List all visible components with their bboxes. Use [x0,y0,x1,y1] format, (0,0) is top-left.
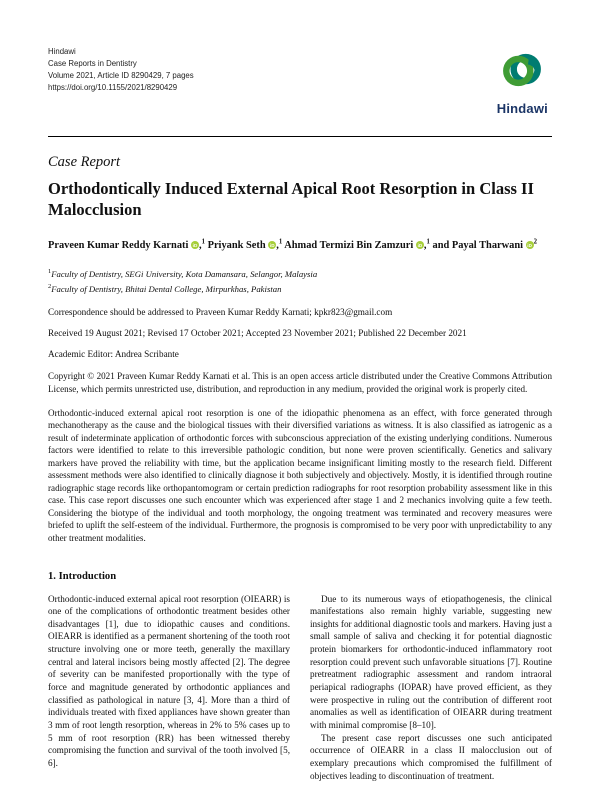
author: and Payal Tharwani iD $^2$ [432,238,537,251]
orcid-icon[interactable]: iD [417,242,423,248]
body-paragraph: Orthodontic-induced external apical root resorption (OIEARR) is one of the complications of orthodontic treatment besides other disadvantages [1], due to idiopathic causes and conditions. OIEARR is identified as a permanent shortening of the tooth root structure involving one or more teeth, generally the maxillary central and lateral incisors being mostly affected [2]. The degree of severity can be manifested proportionally with the type of force and magnitude generated by orthodontic appliances and classified as pathological in nature [3, 4]. More than a third of individuals treated with fixed appliances have shown greater than 3 mm of root length resorption, whereas in 2% to 5% cases up to 5 mm of root resorption (RR) has been witnessed thereby compromising the function and survival of the tooth involved [5, 6]. [48,593,290,768]
body-paragraph: The present case report discusses one such anticipated occurrence of OIEARR in a class II malocclusion out of exemplary precautions which compromised the fulfillment of objectives leading to discontinuation of treatment. [310,732,552,781]
header-divider [48,136,552,137]
orcid-icon[interactable]: iD [527,242,532,248]
body-paragraph: Due to its numerous ways of etiopathogenesis, the clinical manifestations also remain highly variable, suggesting new insights for additional diagnostic tools and markers. Having just a small sample of saliva and checking it for potential diagnostic protein biomarkers for orthodontic-induced inflammatory root resorption could prevent such unfavorable situations [7]. Routine pretreatment radiographic assessment and random intraoral periapical radiographs (IOPAR) have proved efficient, as they were prospective in ruling out the contribution of different root anomalies as well as identification of OIEARR during treatment with minimal compromise [8–10]. [310,593,552,730]
journal-name: Case Reports in Dentistry [48,59,137,69]
publisher-info [48,46,194,94]
author: Priyank Seth iD ,$^1$ [207,238,283,251]
history-line: Received 19 August 2021; Revised 17 October 2021; Accepted 23 November 2021; Published 22 December 2021 [48,328,467,339]
introduction-heading: 1. Introduction [48,570,117,582]
hindawi-wordmark: Hindawi [496,101,548,116]
hindawi-logo-icon [498,46,546,99]
volume-line: Volume 2021, Article ID 8290429, 7 pages [48,71,194,81]
academic-editor-line: Academic Editor: Andrea Scribante [48,349,179,360]
author-list [48,237,552,254]
intro-right-column [310,593,552,783]
correspondence-email[interactable]: kpkr823@gmail.com [314,307,393,318]
masthead [48,46,552,116]
intro-left-column [48,593,290,783]
author: Ahmad Termizi Bin Zamzuri iD ,$^1$ [284,238,430,251]
abstract-paragraph: Orthodontic-induced external apical root resorption is one of the idiopathic phenomena as an effect, with force generated through mechanotherapy as the cause and the biological tissues with their diversified variations as witness. It is also classified as iatrogenic as a result of indeterminate application of orthodontic forces with subconscious appreciation of the existing underlying conditions. Numerous factors were identified to relate to this irreversible pathologic condition, but none were proven scientifically. Genetics and salivary markers have proved the reliability with time, but the application became insignificant limiting mostly to the research field. Different assessment methods were also identified to clinically diagnose it both subjectively and objectively. Mostly, it is identified through routine radiographic stage records like orthopantomogram or certain prediction radiographs for root resorption probability assessment like in this case. This case report discusses one such encounter which was experienced after stage 1 and 2 mechanics involving quite a few teeth. Considering the biotype of the individual and tooth morphology, the ongoing treatment was terminated and recovery measures were briefed to uplift the self-esteem of the individual. Furthermore, the prognosis is compromised to be very poor with unpredictability to any other treatment modalities. [48,407,552,543]
affiliation-line: $^1$Faculty of Dentistry, SEGi University, Kota Damansara, Selangor, Malaysia [48,267,318,279]
two-column-body [48,593,552,783]
correspondence-line [48,307,552,317]
article-title: Orthodontically Induced External Apical Root Resorption in Class II Malocclusion [48,179,534,220]
article-category: Case Report [48,154,121,170]
affiliation-list [48,267,552,297]
affiliation-line: $^2$Faculty of Dentistry, Bhitai Dental College, Mirpurkhas, Pakistan [48,282,282,294]
author: Praveen Kumar Reddy Karnati iD ,$^1$ [48,238,205,251]
correspondence-text: Correspondence should be addressed to Praveen Kumar Reddy Karnati; [48,307,315,318]
publisher-name: Hindawi [48,47,76,56]
orcid-icon[interactable]: iD [269,242,275,248]
orcid-icon[interactable]: iD [192,242,198,248]
doi-link[interactable]: https://doi.org/10.1155/2021/8290429 [48,83,178,93]
hindawi-logo-block [497,46,548,116]
copyright-notice: Copyright © 2021 Praveen Kumar Reddy Karnati et al. This is an open access article distributed under the Creative Commons Attribution License, which permits unrestricted use, distribution, and reproduction in any medium, provided the original work is properly cited. [48,371,552,394]
